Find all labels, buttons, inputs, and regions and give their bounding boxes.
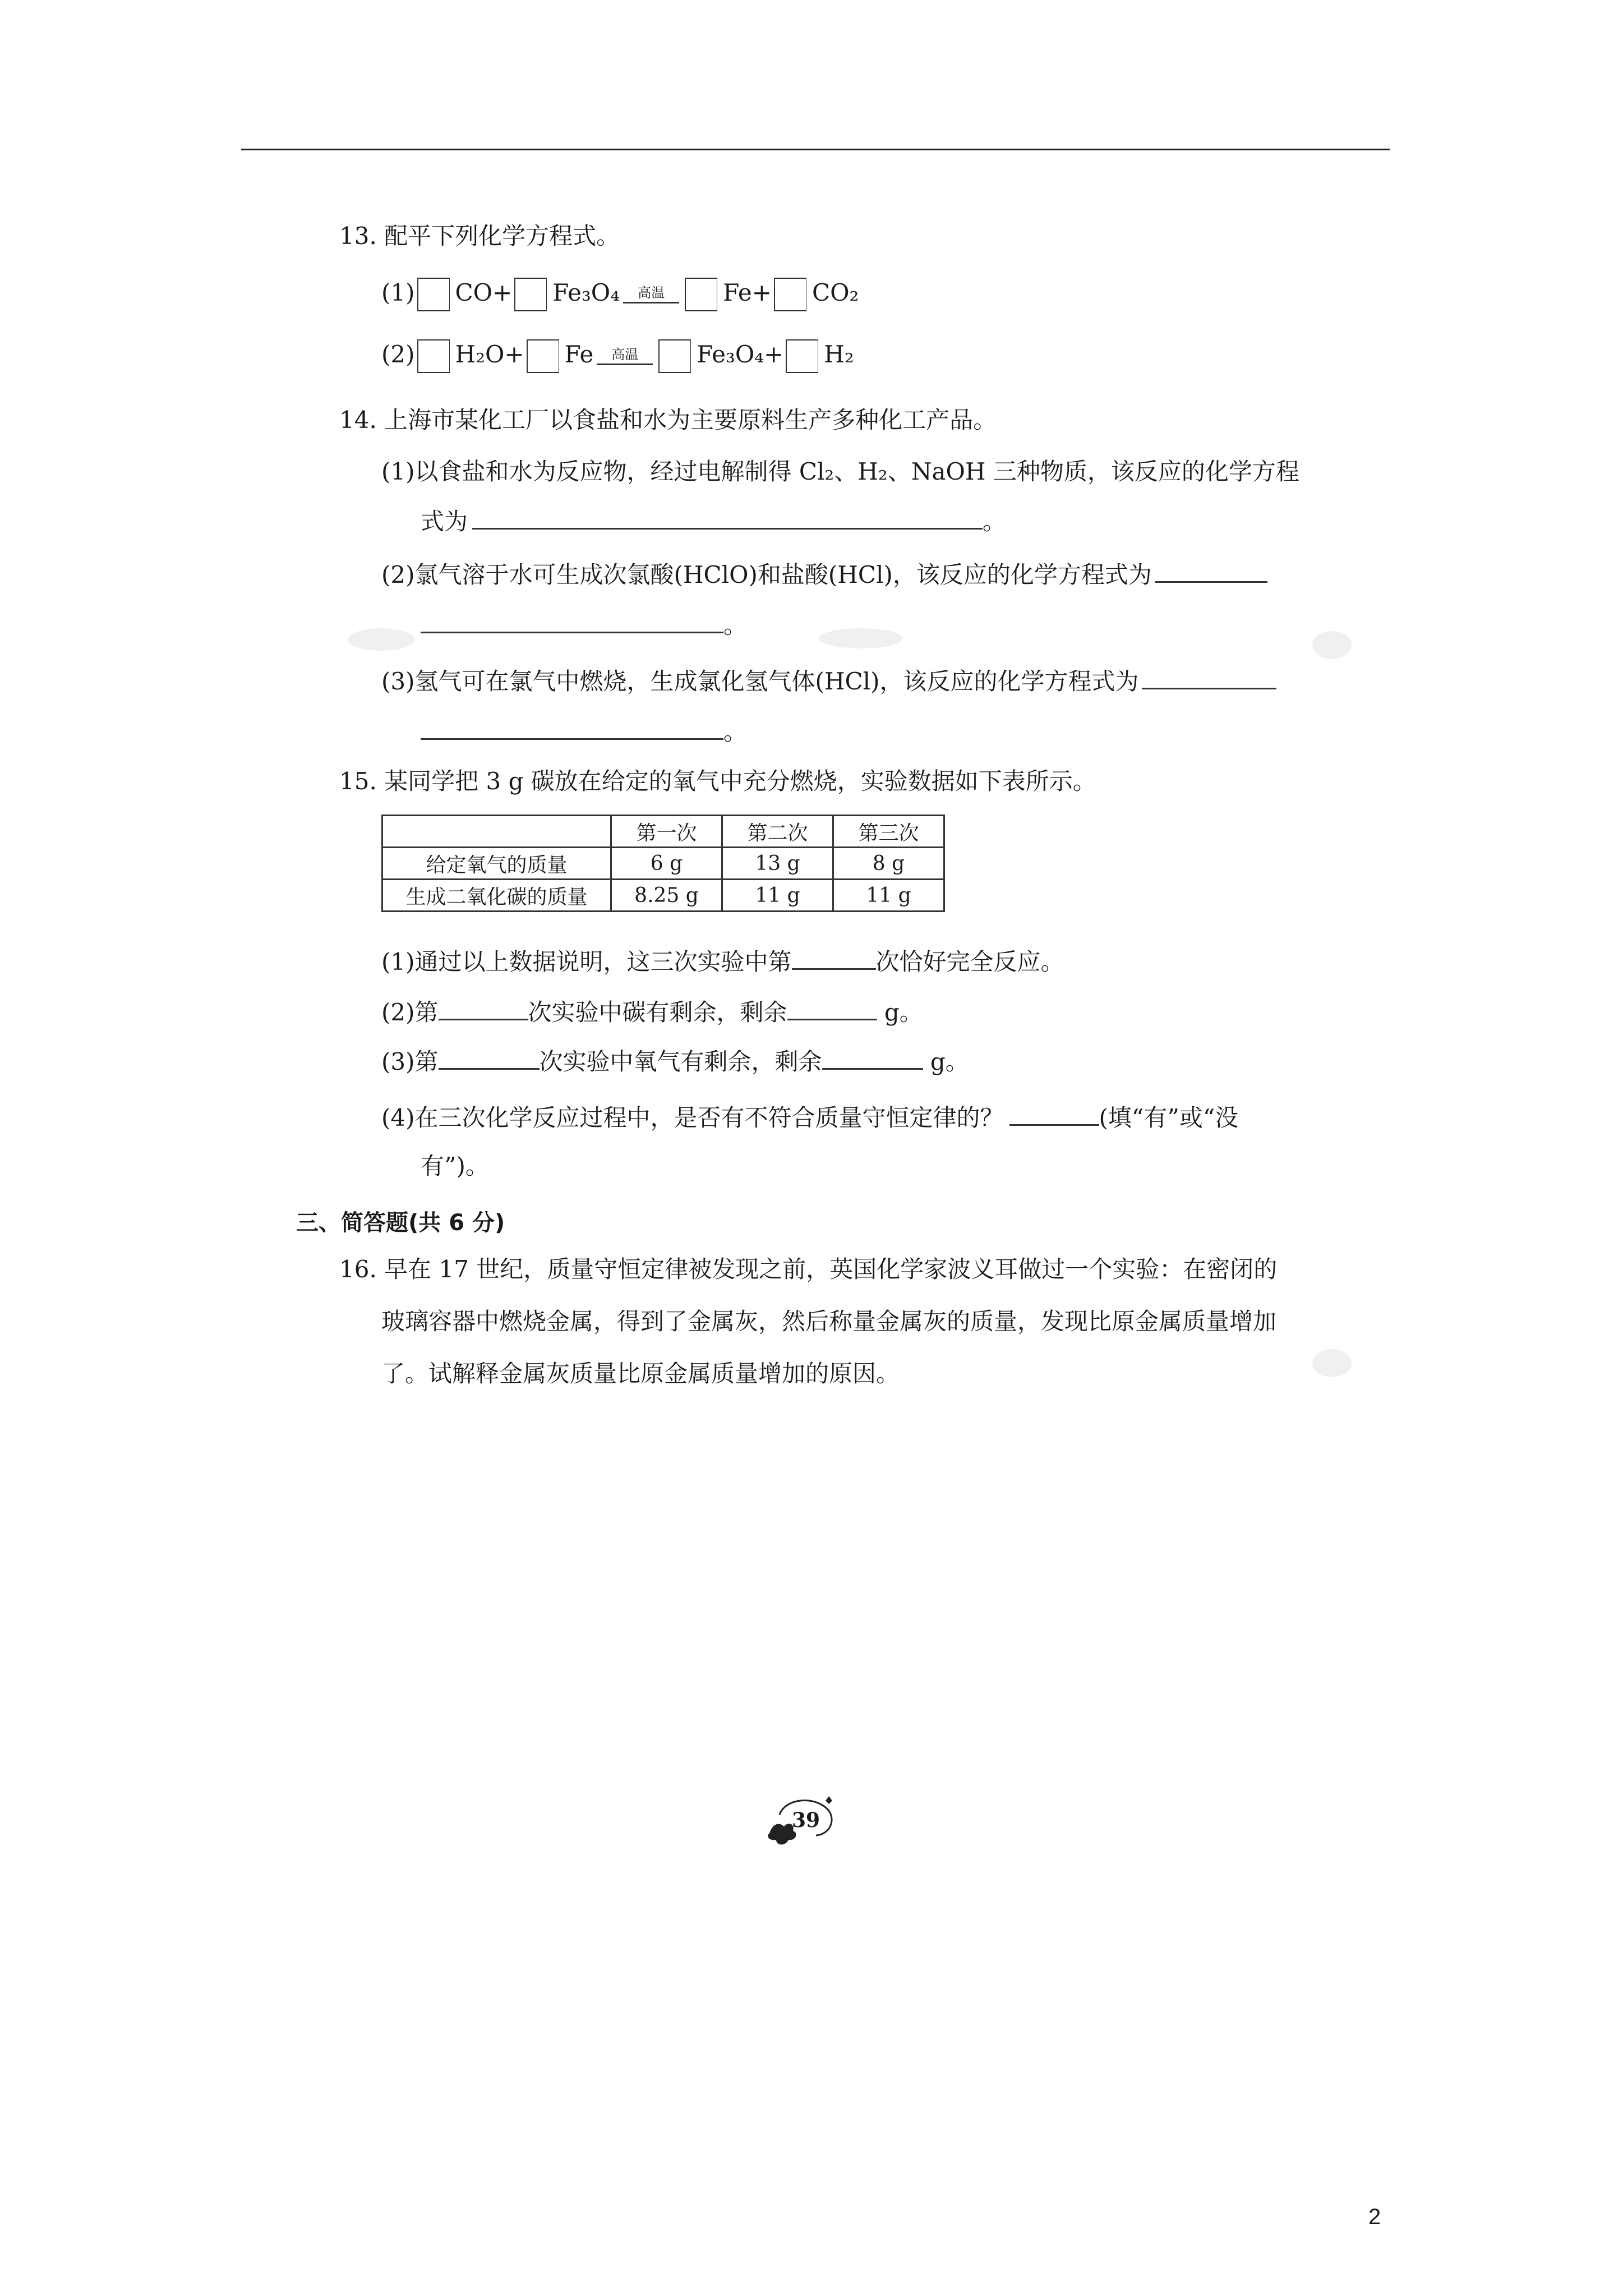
q15-sub2-text-b: 次实验中碳有剩余，剩余 [528,999,787,1026]
q13-equation-2 [381,339,854,373]
coef-input-box[interactable] [685,278,717,311]
table-cell: 11 g [833,880,944,912]
answer-blank[interactable] [472,508,983,530]
q14-part3-line1 [381,668,1276,693]
answer-blank[interactable] [1155,561,1267,583]
page-number: 2 [1368,2205,1381,2229]
coef-input-box[interactable] [417,339,450,373]
q15-sub1 [381,948,1064,974]
coef-input-box[interactable] [658,339,691,373]
period: 。 [723,718,748,746]
answer-blank[interactable] [439,999,528,1020]
experiment-data-table [381,815,945,912]
answer-blank[interactable] [1142,668,1276,689]
q14-title: 14. 上海市某化工厂以食盐和水为主要原料生产多种化工产品。 [339,406,997,434]
table-header-cell [382,816,611,848]
q14-part2-line2 [421,611,747,637]
answer-blank[interactable] [787,999,877,1020]
q15-sub2-text-c: g。 [884,999,923,1026]
reaction-arrow [597,348,653,365]
answer-blank[interactable] [421,611,723,633]
eq2-reactant-2: Fe [564,341,594,368]
table-cell: 11 g [722,880,833,912]
answer-blank[interactable] [822,1048,923,1070]
answer-blank[interactable] [792,948,876,970]
eq1-product-1: Fe+ [723,279,772,306]
coef-input-box[interactable] [527,339,559,373]
q15-title: 15. 某同学把 3 g 碳放在给定的氧气中充分燃烧，实验数据如下表所示。 [339,767,1096,795]
section-3-title: 三、简答题(共 6 分) [296,1210,505,1236]
table-header-row [382,816,944,848]
table-header-cell: 第一次 [611,816,722,848]
table-cell: 8.25 g [611,880,722,912]
q15-sub2-text-a: (2)第 [381,999,439,1026]
q14-part3-prompt: (3)氢气可在氯气中燃烧，生成氯化氢气体(HCl)，该反应的化学方程式为 [381,668,1139,695]
q15-sub3 [381,1048,969,1074]
q14-part2-line1 [381,561,1267,587]
q15-sub3-text-a: (3)第 [381,1048,439,1075]
coef-input-box[interactable] [514,278,547,311]
coef-input-box[interactable] [774,278,806,311]
coef-input-box[interactable] [786,339,818,373]
q15-sub1-text-a: (1)通过以上数据说明，这三次实验中第 [381,948,792,976]
eq2-reactant-1: H₂O+ [455,341,524,368]
q14-part3-line2 [421,718,747,744]
table-row [382,848,944,880]
table-cell: 13 g [722,848,833,880]
table-header-cell: 第二次 [722,816,833,848]
q16-line2: 玻璃容器中燃烧金属，得到了金属灰，然后称量金属灰的质量，发现比原金属质量增加 [381,1308,1277,1335]
table-cell: 8 g [833,848,944,880]
reaction-condition: 高温 [638,284,665,301]
eq1-product-2: CO₂ [811,279,859,306]
q13-title: 13. 配平下列化学方程式。 [339,222,620,250]
reaction-arrow [623,286,679,303]
header-rule [241,149,1390,150]
coef-input-box[interactable] [417,278,450,311]
period: 。 [723,611,748,639]
table-cell: 6 g [611,848,722,880]
q14-part1-line2 [421,508,1006,533]
q13-equation-1 [381,278,859,311]
q15-sub2 [381,999,923,1024]
q15-sub4-text-a: (4)在三次化学反应过程中，是否有不符合质量守恒定律的？ [381,1104,1004,1131]
q16-line1: 16. 早在 17 世纪，质量守恒定律被发现之前，英国化学家波义耳做过一个实验：在密闭的 [339,1255,1278,1283]
scan-smudge [348,628,415,651]
q14-part2-prompt: (2)氯气溶于水可生成次氯酸(HClO)和盐酸(HCl)，该反应的化学方程式为 [381,561,1152,588]
q15-sub3-text-c: g。 [930,1048,969,1075]
eq2-product-2: H₂ [824,341,854,368]
table-header-cell: 第三次 [833,816,944,848]
period: 。 [983,508,1007,535]
badge-number: 39 [792,1809,820,1832]
table-cell: 生成二氧化碳的质量 [382,880,611,912]
q15-sub4-text-b: (填“有”或“没 [1099,1104,1239,1131]
q16-line3: 了。试解释金属灰质量比原金属质量增加的原因。 [381,1360,900,1387]
arrow-line [623,302,679,303]
eq2-product-1: Fe₃O₄+ [697,341,784,368]
page-number-badge [763,1789,841,1851]
answer-blank[interactable] [439,1048,540,1070]
q15-sub4 [381,1104,1238,1130]
q15-sub1-text-b: 次恰好完全反应。 [875,948,1064,976]
table-cell: 给定氧气的质量 [382,848,611,880]
arrow-line [597,364,653,365]
q15-sub4-cont: 有”)。 [421,1152,489,1180]
scan-smudge [819,628,903,648]
q14-part1-line1: (1)以食盐和水为反应物，经过电解制得 Cl₂、H₂、NaOH 三种物质，该反应的化学方程 [381,458,1299,485]
eq1-reactant-2: Fe₃O₄ [552,279,620,306]
q14-part1-prompt: 式为 [421,508,468,535]
scan-smudge [1312,631,1352,659]
table-row [382,880,944,912]
answer-blank[interactable] [1009,1104,1099,1126]
eq1-label: (1) [381,279,415,306]
reaction-condition: 高温 [611,346,639,362]
scan-smudge [1312,1349,1352,1377]
eq2-label: (2) [381,341,415,368]
q15-sub3-text-b: 次实验中氧气有剩余，剩余 [539,1048,822,1075]
answer-blank[interactable] [421,718,723,740]
eq1-reactant-1: CO+ [455,279,513,306]
